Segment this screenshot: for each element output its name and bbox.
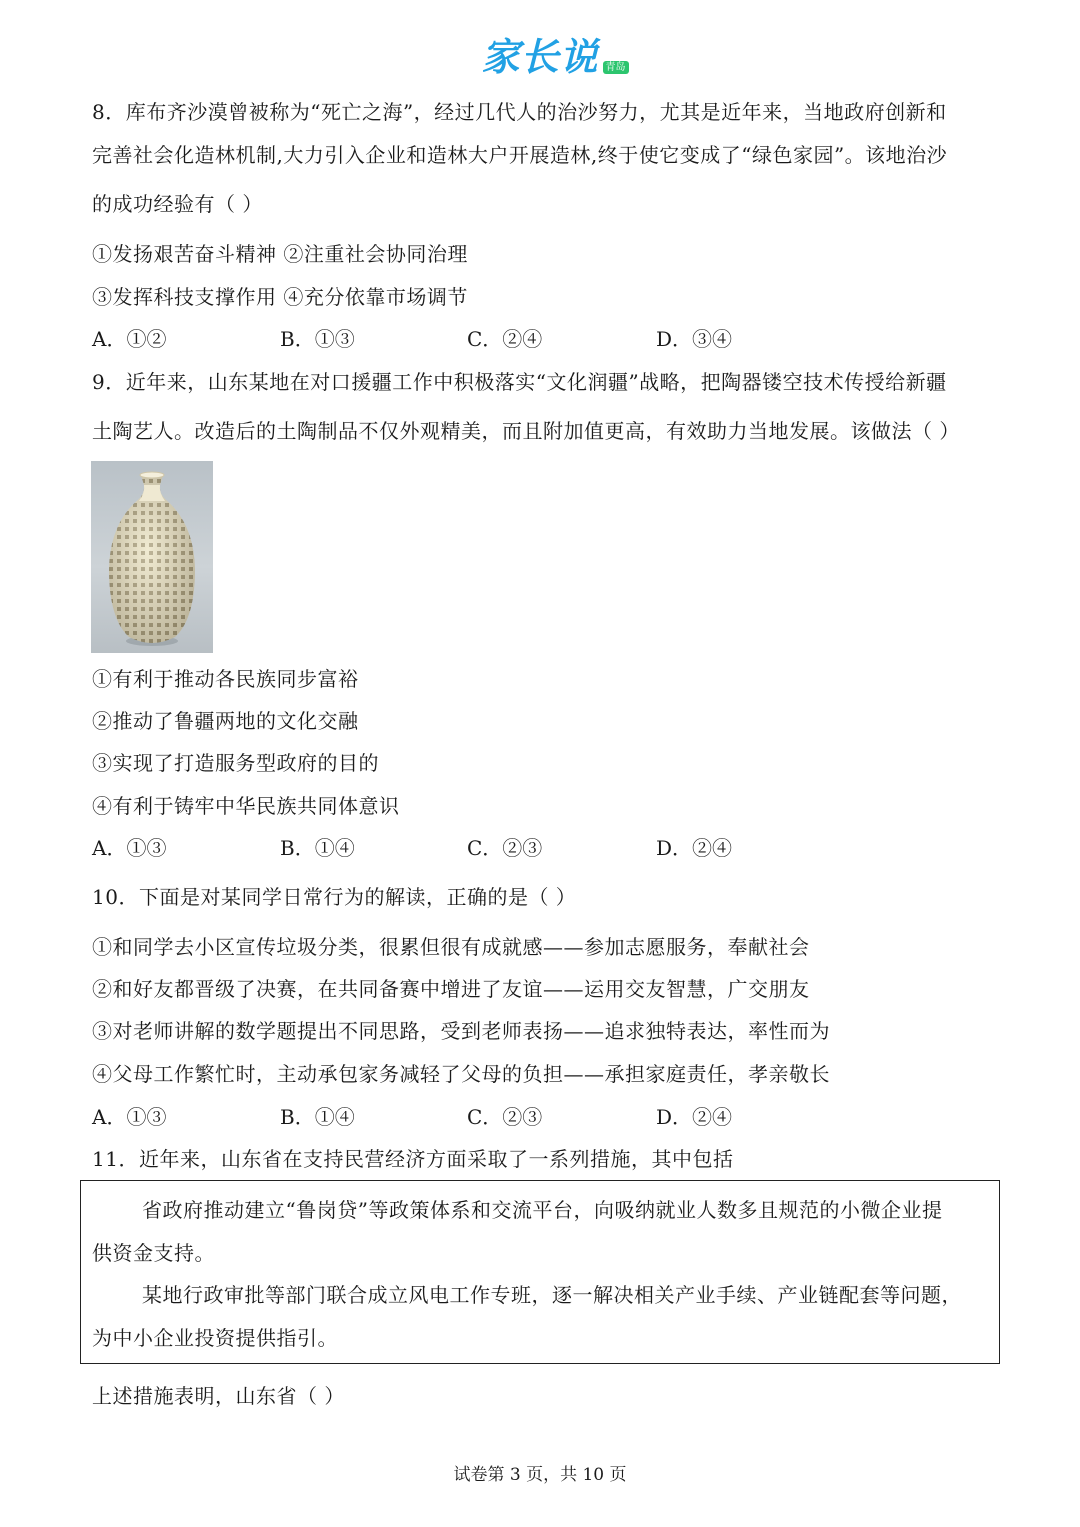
q9-statement-4: ④有利于铸牢中华民族共同体意识 (92, 794, 400, 818)
q9-option-d[interactable]: D．②④ (656, 836, 733, 860)
logo-text: 家长说 (481, 35, 599, 79)
page-number: 试卷第 3 页，共 10 页 (453, 1465, 627, 1485)
q9-option-c[interactable]: C．②③ (467, 836, 543, 860)
q10-statement-4: ④父母工作繁忙时，主动承包家务减轻了父母的负担——承担家庭责任，孝亲敬长 (92, 1062, 830, 1086)
q9-option-a[interactable]: A．①③ (92, 836, 167, 860)
q9-statement-1: ①有利于推动各民族同步富裕 (92, 667, 359, 691)
q8-stem-line-2: 完善社会化造林机制,大力引入企业和造林大户开展造林,终于使它变成了“绿色家园”。该地治沙 (92, 143, 948, 167)
openwork-vase-image (91, 461, 213, 653)
q10-statement-1: ①和同学去小区宣传垃圾分类，很累但很有成就感——参加志愿服务，奉献社会 (92, 935, 810, 959)
q9-statement-2: ②推动了鲁疆两地的文化交融 (92, 709, 359, 733)
q8-stem-line-3: 的成功经验有（ ） (92, 192, 263, 216)
q11-stem-line-1: 11．近年来，山东省在支持民营经济方面采取了一系列措施，其中包括 (92, 1147, 734, 1171)
logo-badge: 青岛 (603, 61, 629, 74)
vase-photo (91, 461, 213, 653)
q8-option-a[interactable]: A．①② (92, 327, 167, 351)
q9-stem-line-1: 9．近年来，山东某地在对口援疆工作中积极落实“文化润疆”战略，把陶器镂空技术传授给新疆 (92, 370, 947, 394)
q8-option-d[interactable]: D．③④ (656, 327, 733, 351)
q8-option-b[interactable]: B．①③ (280, 327, 355, 351)
q11-question: 上述措施表明，山东省（ ） (92, 1384, 345, 1408)
q8-stem-line-1: 8．库布齐沙漠曾被称为“死亡之海”，经过几代人的治沙努力，尤其是近年来，当地政府创新和 (92, 100, 947, 124)
q11-material-line-1: 省政府推动建立“鲁岗贷”等政策体系和交流平台，向吸纳就业人数多且规范的小微企业提 (142, 1198, 943, 1222)
q8-option-c[interactable]: C．②④ (467, 327, 543, 351)
q9-stem-line-2: 土陶艺人。改造后的土陶制品不仅外观精美，而且附加值更高，有效助力当地发展。该做法（ ） (92, 419, 960, 443)
q11-material-line-2: 供资金支持。 (92, 1241, 215, 1265)
q10-stem-line-1: 10．下面是对某同学日常行为的解读，正确的是（ ） (92, 885, 577, 909)
q9-option-b[interactable]: B．①④ (280, 836, 355, 860)
q11-material-line-3: 某地行政审批等部门联合成立风电工作专班，逐一解决相关产业手续、产业链配套等问题， (142, 1283, 962, 1307)
q10-option-d[interactable]: D．②④ (656, 1105, 733, 1129)
q10-option-a[interactable]: A．①③ (92, 1105, 167, 1129)
q11-material-line-4: 为中小企业投资提供指引。 (92, 1326, 338, 1350)
q10-statement-2: ②和好友都晋级了决赛，在共同备赛中增进了友谊——运用交友智慧，广交朋友 (92, 977, 810, 1001)
q9-statement-3: ③实现了打造服务型政府的目的 (92, 751, 379, 775)
q8-statement-2: ③发挥科技支撑作用 ④充分依靠市场调节 (92, 285, 468, 309)
q10-option-b[interactable]: B．①④ (280, 1105, 355, 1129)
q8-statement-1: ①发扬艰苦奋斗精神 ②注重社会协同治理 (92, 242, 468, 266)
q10-option-c[interactable]: C．②③ (467, 1105, 543, 1129)
q10-statement-3: ③对老师讲解的数学题提出不同思路，受到老师表扬——追求独特表达，率性而为 (92, 1019, 830, 1043)
header-logo (0, 34, 1080, 84)
